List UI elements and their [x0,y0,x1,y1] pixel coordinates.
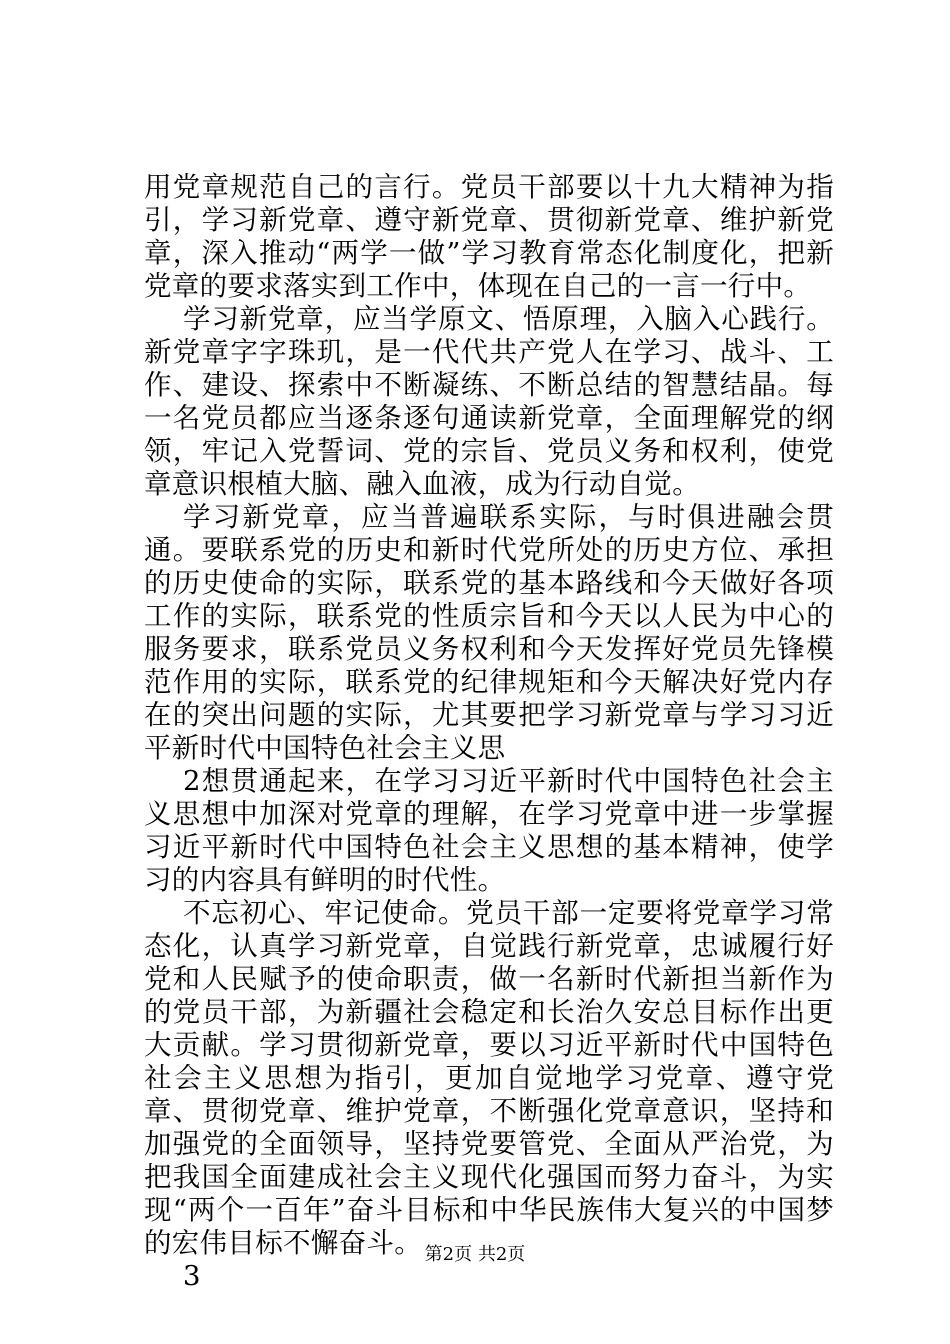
paragraph-2: 学习新党章，应当学原文、悟原理，入脑入心践行。新党章字字珠玑，是一代代共产党人在学习、战斗、工作、建设、探索中不断凝练、不断总结的智慧结晶。每一名党员都应当逐条逐句通读新党章，全面理解党的纲领，牢记入党誓词、党的宗旨、党员义务和权利，使党章意识根植大脑、融入血液，成为行动自觉。 [144,303,834,500]
paragraph-4: 2想贯通起来，在学习习近平新时代中国特色社会主义思想中加深对党章的理解，在学习党章中进一步掌握习近平新时代中国特色社会主义思想的基本精神，使学习的内容具有鲜明的时代性。 [144,765,834,896]
paragraph-1: 用党章规范自己的言行。党员干部要以十九大精神为指引，学习新党章、遵守新党章、贯彻新党章、维护新党章，深入推动“两学一做”学习教育常态化制度化，把新党章的要求落实到工作中，体现在自己的一言一行中。 [144,171,834,302]
paragraph-3: 学习新党章，应当普遍联系实际，与时俱进融会贯通。要联系党的历史和新时代党所处的历史方位、承担的历史使命的实际，联系党的基本路线和今天做好各项工作的实际，联系党的性质宗旨和今天以人民为中心的服务要求，联系党员义务权利和今天发挥好党员先锋模范作用的实际，联系党的纪律规矩和今天解决好党内存在的突出问题的实际，尤其要把学习新党章与学习习近平新时代中国特色社会主义思 [144,501,834,764]
document-body [144,171,834,1293]
paragraph-5: 不忘初心、牢记使命。党员干部一定要将党章学习常态化，认真学习新党章，自觉践行新党章，忠诚履行好党和人民赋予的使命职责，做一名新时代新担当新作为的党员干部，为新疆社会稳定和长治久安总目标作出更大贡献。学习贯彻新党章，要以习近平新时代中国特色社会主义思想为指引，更加自觉地学习党章、遵守党章、贯彻党章、维护党章，不断强化党章意识，坚持和加强党的全面领导，坚持党要管党、全面从严治党，为把我国全面建成社会主义现代化强国而努力奋斗，为实现“两个一百年”奋斗目标和中华民族伟大复兴的中国梦的宏伟目标不懈奋斗。 [144,897,834,1259]
page-footer: 第2页 共2页 [424,1244,526,1265]
page-number-marker: 3 [183,1260,201,1292]
